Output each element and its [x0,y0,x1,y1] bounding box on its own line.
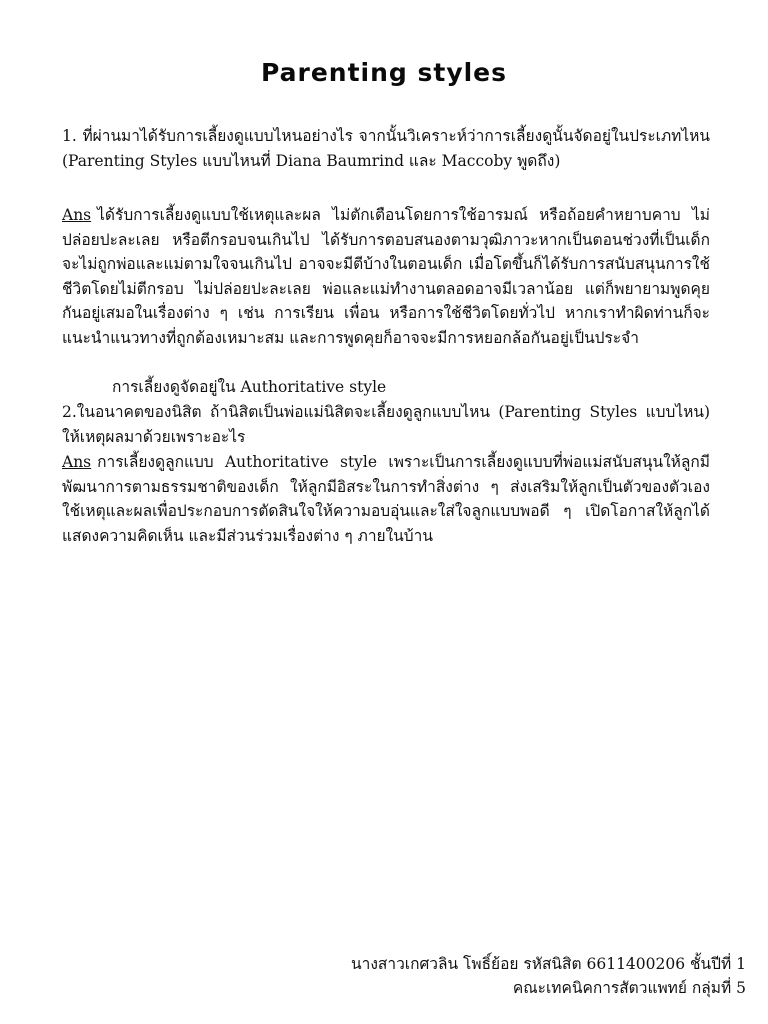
footer-student-info: นางสาวเกศวลิน โพธิ์ย้อย รหัสนิสิต 6611400206 ชั้นปีที่ 1 [351,955,746,973]
answer-1-conclusion: การเลี้ยงดูจัดอยู่ใน Authoritative style [112,378,387,396]
footer-faculty-group: คณะเทคนิคการสัตวแพทย์ กลุ่มที่ 5 [512,979,746,997]
question-2: 2.ในอนาคตของนิสิต ถ้านิสิตเป็นพ่อแม่นิสิตจะเลี้ยงดูลูกแบบไหน (Parenting Styles แบบไหน) ให้เหตุผลมาด้วยเพราะอะไร [62,403,710,446]
answer-1-label: Ans [62,206,92,224]
question-1: 1. ที่ผ่านมาได้รับการเลี้ยงดูแบบไหนอย่างไร จากนั้นวิเคราะห์ว่าการเลี้ยงดูนั้นจัดอยู่ในประเภทไหน (Parenting Styles แบบไหนที่ Diana Baumrind และ Maccoby พูดถึง) [62,127,710,170]
answer-2 [62,450,710,548]
answer-2-text: การเลี้ยงดูลูกแบบ Authoritative style เพราะเป็นการเลี้ยงดูแบบที่พ่อแม่สนับสนุนให้ลูกมีพัฒนาการตามธรรมชาติของเด็ก ให้ลูกมีอิสระในการทำสิ่งต่าง ๆ ส่งเสริมให้ลูกเป็นตัวของตัวเอง ใช้เหตุและผลเพื่อประกอบการตัดสินใจให้ความอบอุ่นและใส่ใจลูกแบบพอดี ๆ เปิดโอกาสให้ลูกได้แสดงความคิดเห็น และมีส่วนร่วมเรื่องต่าง ๆ ภายในบ้าน [62,453,710,545]
answer-2-label: Ans [62,453,92,471]
answer-1 [62,203,710,350]
answer-1-text: ได้รับการเลี้ยงดูแบบใช้เหตุและผล ไม่ตักเตือนโดยการใช้อารมณ์ หรือถ้อยคำหยาบคาบ ไม่ปล่อยปะละเลย หรือตีกรอบจนเกินไป ได้รับการตอบสนองตามวุฒิภาวะหากเป็นตอนช่วงที่เป็นเด็กจะไม่ถูกพ่อและแม่ตามใจจนเกินไป อาจจะมีตีบ้างในตอนเด็ก เมื่อโตขึ้นก็ได้รับการสนับสนุนการใช้ชีวิตโดยไม่ตีกรอบ ไม่ปล่อยปะละเลย พ่อและแม่ทำงานตลอดอาจมีเวลาน้อย แต่ก็พยายามพูดคุยกันอยู่เสมอในเรื่องต่าง ๆ เช่น การเรียน เพื่อน หรือการใช้ชีวิตโดยทั่วไป หากเราทำผิดท่านก็จะแนะนำแนวทางที่ถูกต้องเหมาะสม และการพูดคุยก็อาจจะมีการหยอกล้อกันอยู่เป็นประจำ [62,206,710,347]
page-title: Parenting styles [260,58,508,87]
